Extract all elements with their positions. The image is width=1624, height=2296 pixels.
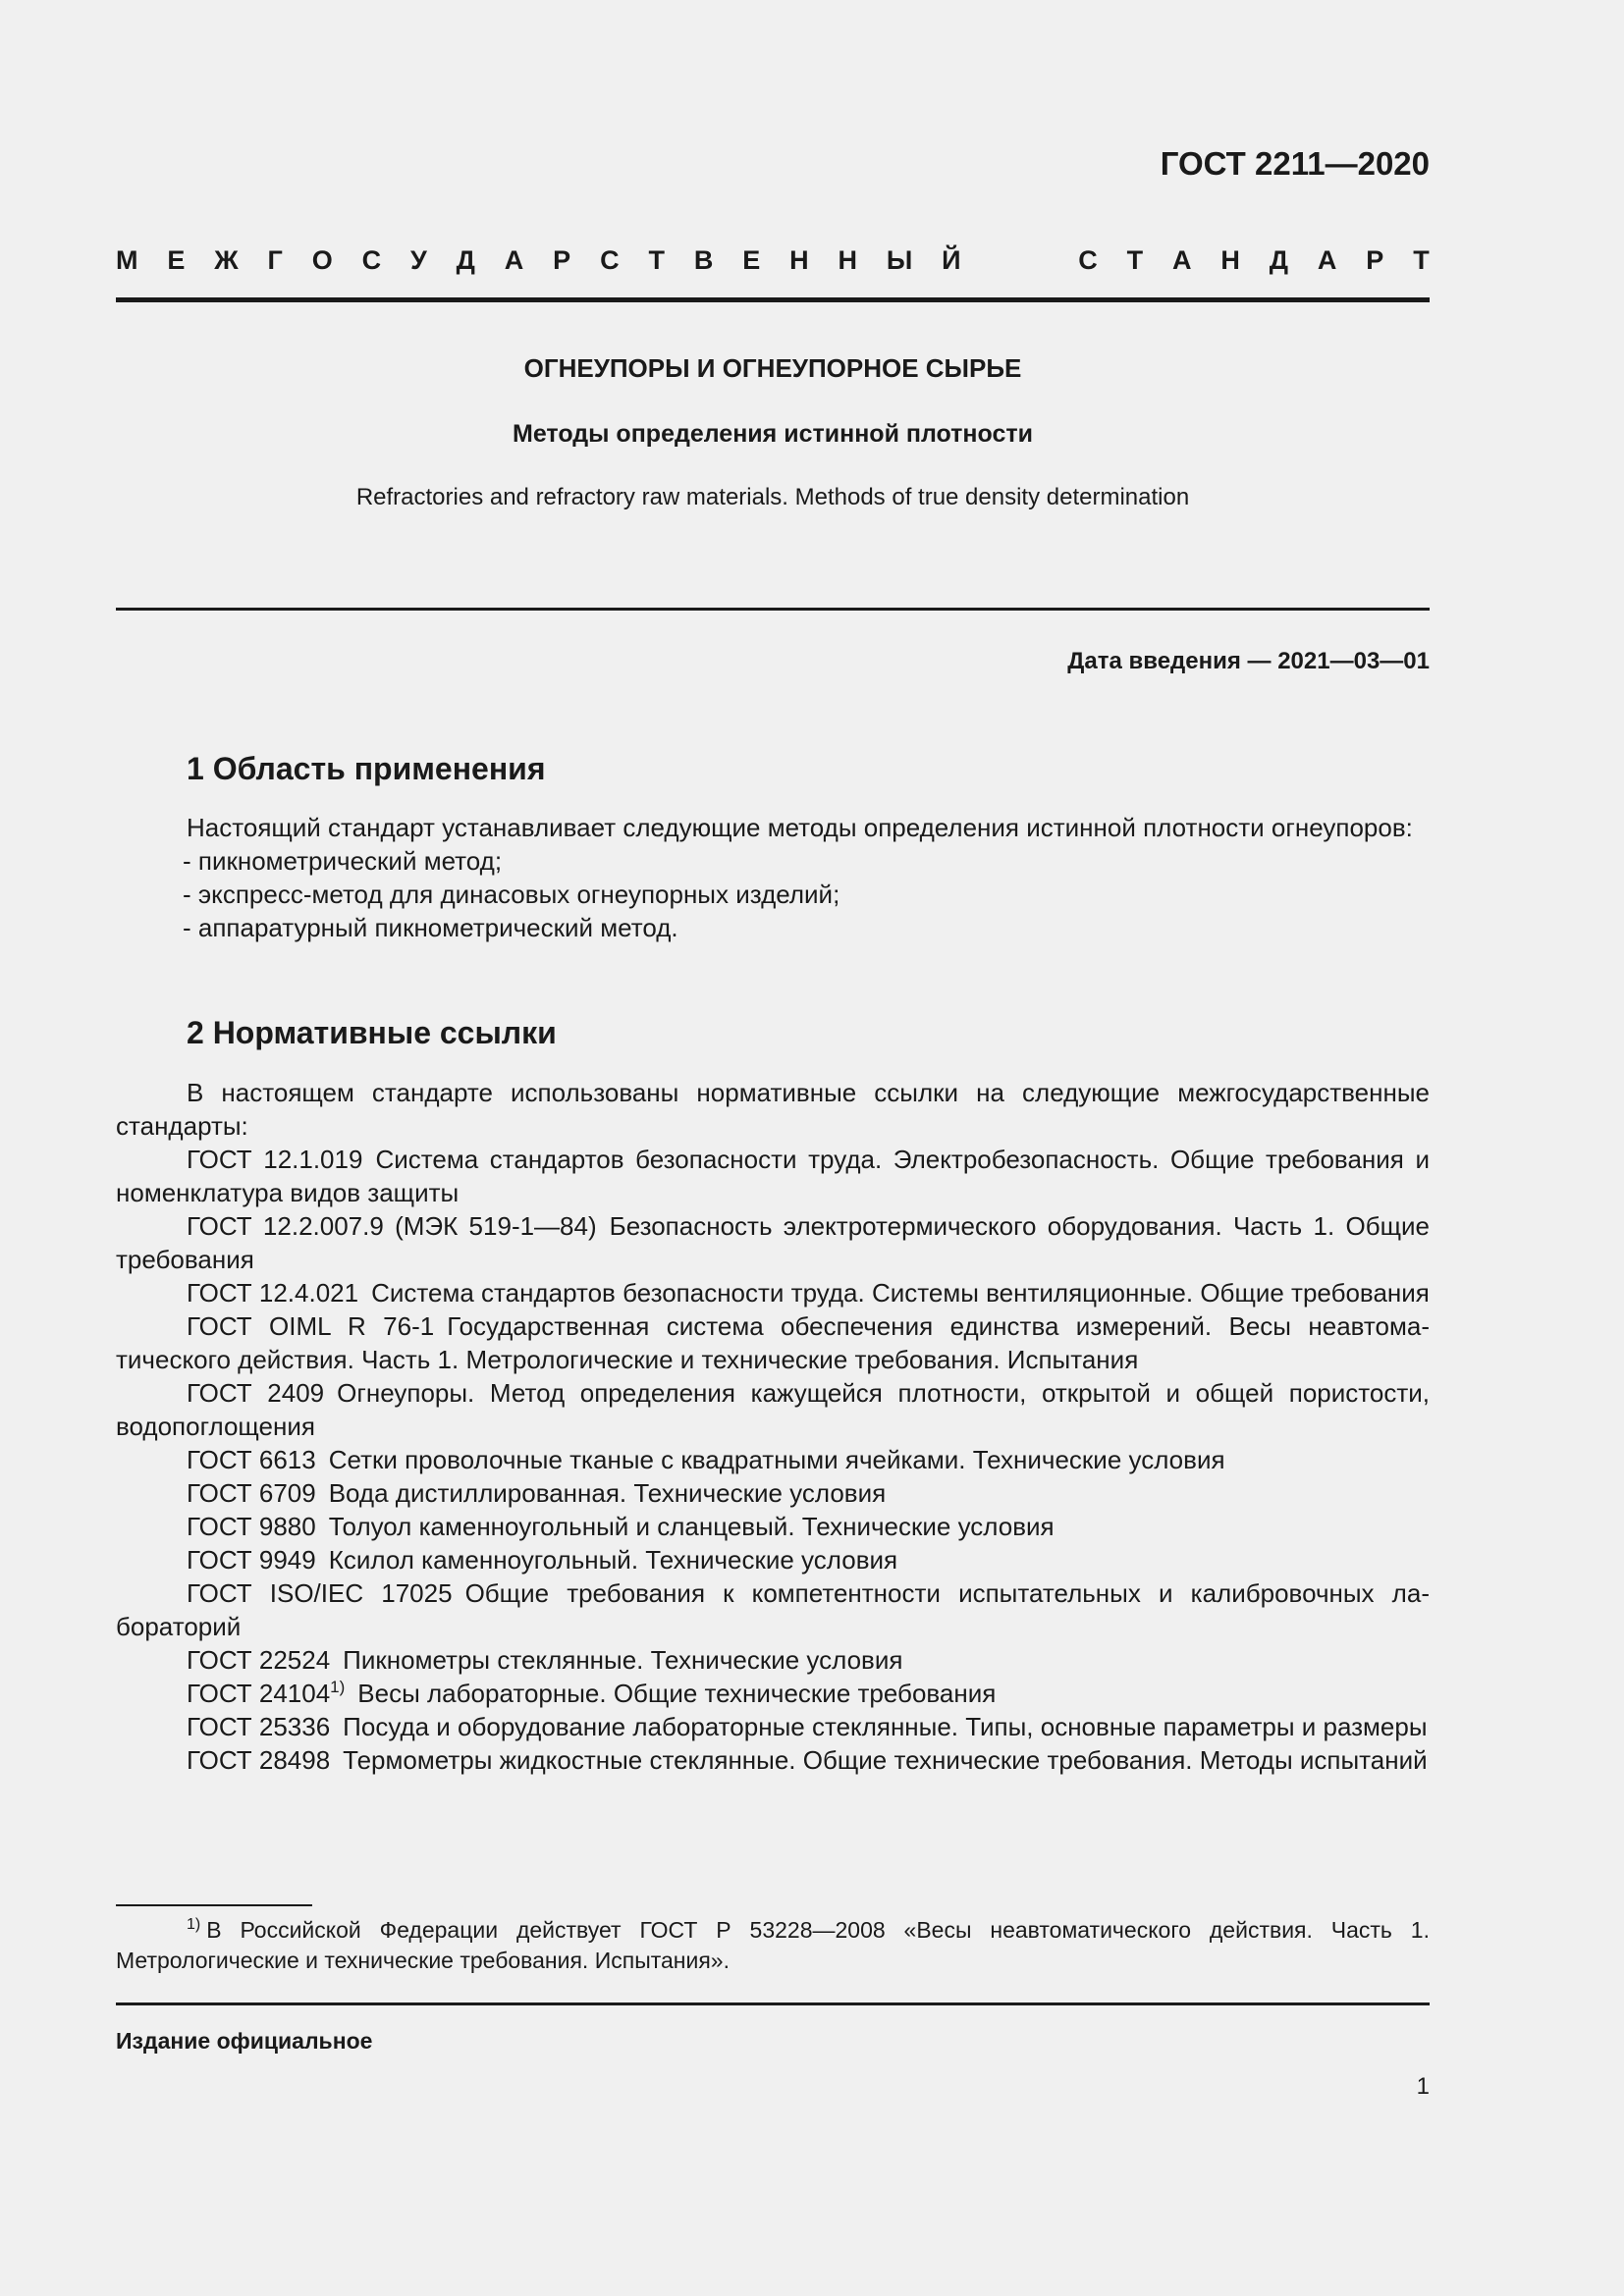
banner-letter: Т [1126,245,1144,275]
banner-letter: С [1078,245,1098,275]
list-item: - экспресс-метод для динасовых огнеупорных изделий; [183,880,840,909]
document-subtitle: Методы определения истинной плотности [513,420,1033,448]
banner-letter: Д [456,245,475,275]
section-scope-body [116,811,1430,944]
reference-item [116,1643,1430,1677]
reference-item [116,1543,1430,1576]
reference-code: ГОСТ 24104 [187,1679,331,1708]
reference-code: ГОСТ ISO/IEC 17025 [187,1578,453,1608]
document-page [116,0,1430,2296]
section-heading-scope: 1 Область применения [187,751,546,786]
reference-title: Пикнометры стеклянные. Технические условия [343,1645,903,1675]
reference-code: ГОСТ 2409 [187,1378,325,1408]
document-title-english: Refractories and refractory raw materials. Methods of true density determination [355,484,1190,510]
reference-list [116,1143,1430,1777]
references-paragraph: В настоящем стандарте использованы нормативные ссылки на следующие межгосударственные стандарты: [116,1078,1430,1141]
reference-code: ГОСТ 12.4.021 [187,1278,359,1308]
banner-letter: Н [1220,245,1240,275]
banner-letter: Т [648,245,665,275]
reference-title: Безопасность электротермического оборудования. Часть 1. Общие требования [116,1211,1430,1274]
header-rule [116,297,1430,302]
reference-title: Общие требования к компетентности испытательных и калибровочных лабораторий [116,1578,1430,1641]
title-rule [116,608,1430,611]
reference-item [116,1443,1430,1476]
reference-code: ГОСТ 9880 [187,1512,316,1541]
standard-type-banner [116,245,1430,276]
introduction-date: Дата введения — 2021—03—01 [1067,648,1430,674]
reference-item [116,1309,1430,1376]
reference-title: Система стандартов безопасности труда. Системы вентиляционные. Общие требования [371,1278,1430,1308]
banner-letter: Ж [214,245,239,275]
banner-letter: Е [167,245,186,275]
reference-title: Посуда и оборудование лабораторные стеклянные. Типы, основные параметры и размеры [343,1712,1428,1741]
banner-letter: Т [1413,245,1430,275]
footnote-reference: 1) [330,1678,346,1696]
reference-item [116,1677,1430,1710]
banner-letter: О [311,245,333,275]
reference-item [116,1143,1430,1209]
banner-letter: Д [1269,245,1289,275]
reference-item [116,1576,1430,1643]
banner-letter: В [693,245,714,275]
banner-letter: Ы [886,245,913,275]
reference-title: Весы лабораторные. Общие технические требования [357,1679,997,1708]
reference-code: ГОСТ 12.1.019 [187,1145,363,1174]
reference-code: ГОСТ 12.2.007.9 (МЭК 519-1—84) [187,1211,597,1241]
footnote [116,1915,1430,1976]
page-number: 1 [1416,2073,1430,2100]
reference-title: Система стандартов безопасности труда. Электробезопасность. Общие требования и номенклатура видов защиты [116,1145,1430,1207]
reference-item [116,1209,1430,1276]
document-code: ГОСТ 2211—2020 [1160,145,1430,182]
banner-letter: Е [742,245,761,275]
reference-code: ГОСТ 6709 [187,1478,316,1508]
banner-letter: С [361,245,382,275]
reference-code: ГОСТ 22524 [187,1645,331,1675]
list-item: - пикнометрический метод; [183,846,503,876]
banner-letter: А [1317,245,1337,275]
footnote-marker: 1) [187,1916,201,1933]
list-item: - аппаратурный пикнометрический метод. [183,913,678,942]
reference-code: ГОСТ 28498 [187,1745,331,1775]
edition-label: Издание официальное [116,2028,373,2054]
banner-letter: Р [1366,245,1384,275]
footnote-text: В Российской Федерации действует ГОСТ Р 53228—2008 «Весы неавтоматического действия. Часть 1. Метрологические и технические требования. Испытания». [116,1917,1430,1973]
reference-item [116,1743,1430,1777]
reference-item [116,1510,1430,1543]
banner-letter: Р [553,245,571,275]
document-title: ОГНЕУПОРЫ И ОГНЕУПОРНОЕ СЫРЬЕ [523,353,1022,383]
footnote-rule [116,1904,312,1906]
reference-title: Сетки проволочные тканые с квадратными ячейками. Технические условия [328,1445,1225,1474]
banner-letter: Г [267,245,283,275]
reference-code: ГОСТ 9949 [187,1545,316,1575]
banner-letter: М [116,245,138,275]
banner-letter: Н [838,245,857,275]
section-heading-references: 2 Нормативные ссылки [187,1015,557,1050]
footer-rule [116,2002,1430,2005]
reference-code: ГОСТ 6613 [187,1445,316,1474]
reference-item [116,1276,1430,1309]
banner-letter: У [410,245,427,275]
reference-item [116,1376,1430,1443]
reference-title: Вода дистиллированная. Технические условия [328,1478,887,1508]
banner-letter: Й [942,245,961,275]
banner-letter: А [1172,245,1192,275]
reference-code: ГОСТ 25336 [187,1712,331,1741]
reference-item [116,1476,1430,1510]
reference-title: Государственная система обеспечения единства измерений. Весы неавтоматического действия. Часть 1. Метрологические и технические требования. Испытания [116,1311,1430,1374]
reference-title: Толуол каменноугольный и сланцевый. Технические условия [328,1512,1055,1541]
banner-letter: А [504,245,524,275]
section-references-body [116,1076,1430,1777]
banner-word-gap [990,245,1049,276]
reference-code: ГОСТ OIML R 76-1 [187,1311,435,1341]
reference-title: Ксилол каменноугольный. Технические условия [328,1545,898,1575]
reference-item [116,1710,1430,1743]
banner-letter: С [600,245,620,275]
reference-title: Огнеупоры. Метод определения кажущейся плотности, открытой и общей пористости, водопоглощения [116,1378,1431,1441]
scope-paragraph: Настоящий стандарт устанавливает следующие методы определения истинной плотности огнеупоров: [187,813,1413,842]
reference-title: Термометры жидкостные стеклянные. Общие технические требования. Методы испытаний [343,1745,1428,1775]
banner-letter: Н [789,245,809,275]
